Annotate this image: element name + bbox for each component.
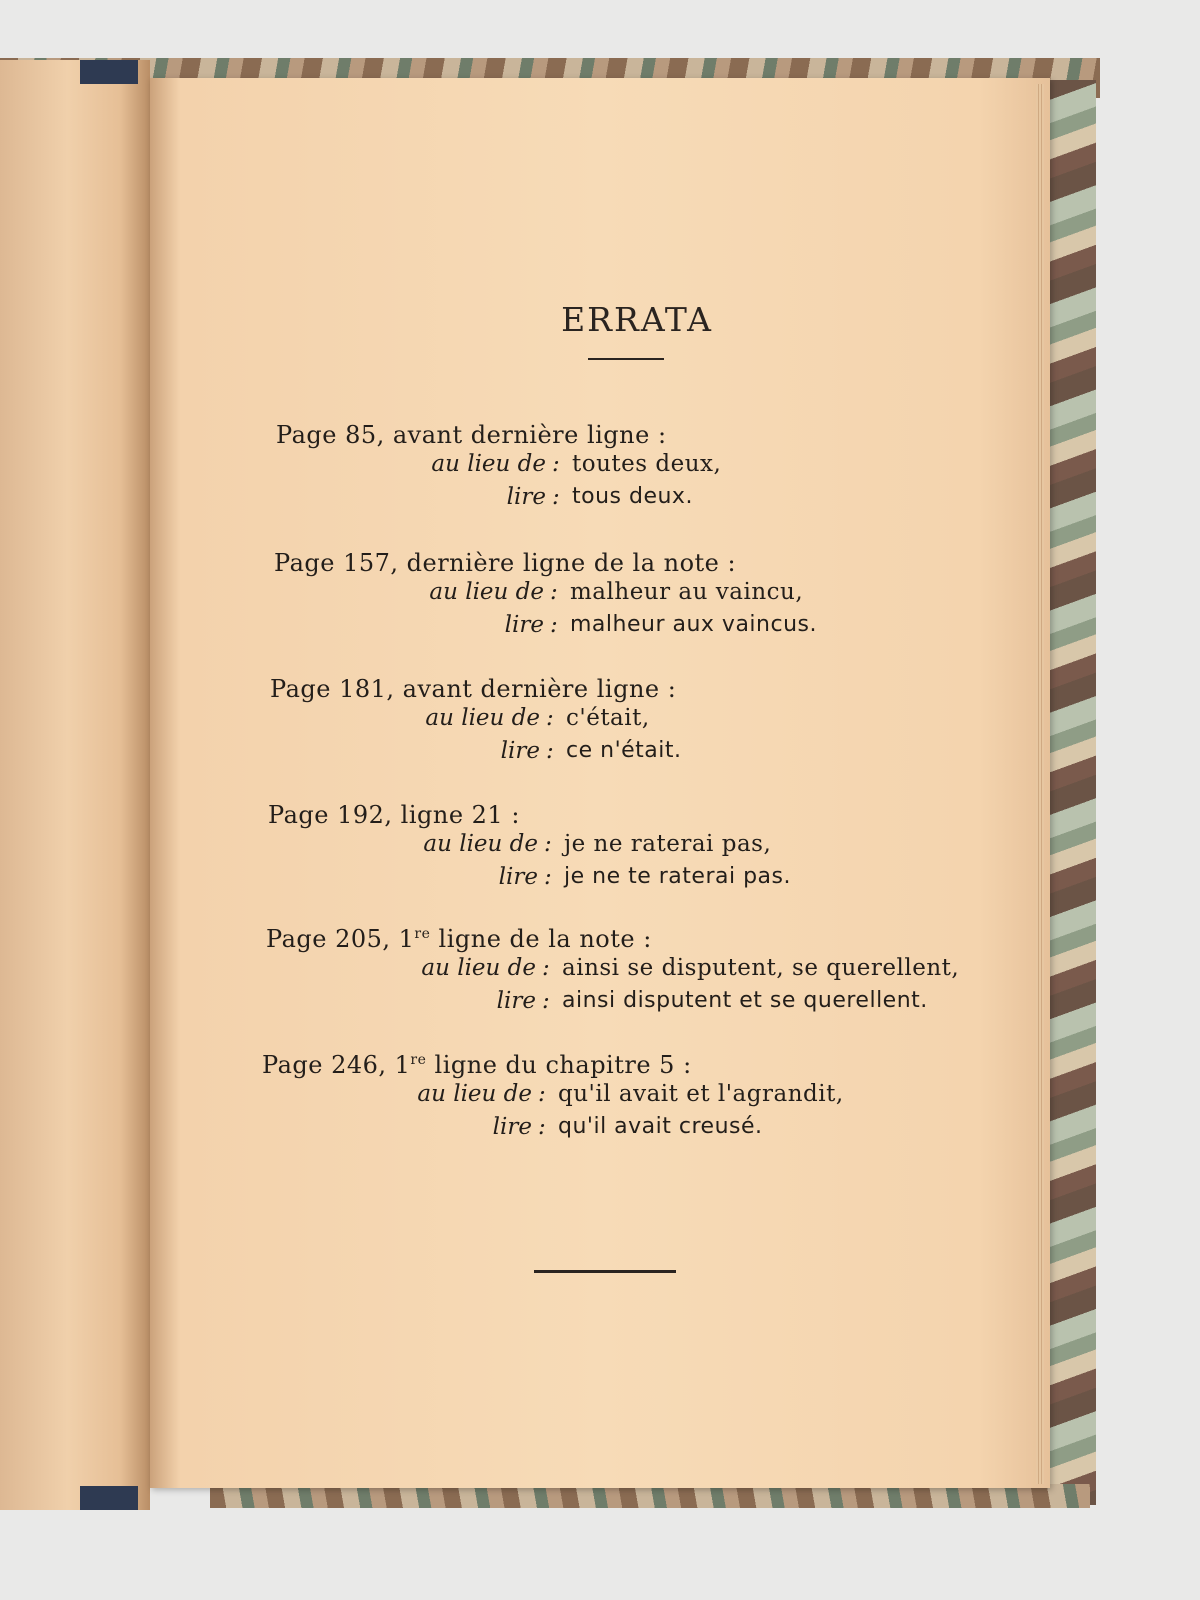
corrected-text: tous deux. (572, 484, 693, 509)
au-lieu-de-label: au lieu de (421, 955, 536, 981)
colon: : (546, 738, 554, 764)
corrected-text: ainsi disputent et se querellent. (562, 988, 928, 1013)
errata-entry (268, 794, 968, 897)
entry-heading: Page 205, 1re ligne de la note : (266, 925, 652, 953)
errata-entry (270, 668, 970, 771)
au-lieu-de-line (276, 451, 976, 484)
original-text: qu'il avait et l'agrandit, (558, 1081, 844, 1107)
au-lieu-de-label: au lieu de (417, 1081, 532, 1107)
lire-line (262, 1114, 962, 1147)
lire-label: lire (496, 988, 536, 1014)
errata-entry (276, 414, 976, 517)
lire-label: lire (506, 484, 546, 510)
colon: : (544, 864, 552, 890)
lire-line (268, 864, 968, 897)
original-text: c'était, (566, 705, 650, 731)
corrected-text: je ne te raterai pas. (564, 864, 791, 889)
corrected-text: malheur aux vaincus. (570, 612, 817, 637)
spine-cloth-top (80, 60, 138, 84)
colon: : (542, 988, 550, 1014)
au-lieu-de-line (268, 831, 968, 864)
au-lieu-de-line (274, 579, 974, 612)
entry-heading: Page 157, dernière ligne de la note : (274, 549, 737, 577)
entry-heading: Page 85, avant dernière ligne : (276, 421, 667, 449)
errata-page (150, 78, 1050, 1488)
entry-heading: Page 192, ligne 21 : (268, 801, 520, 829)
errata-entry (266, 918, 966, 1021)
original-text: ainsi se disputent, se querellent, (562, 955, 960, 981)
spine-cloth-bottom (80, 1486, 138, 1510)
au-lieu-de-label: au lieu de (423, 831, 538, 857)
entry-heading: Page 181, avant dernière ligne : (270, 675, 677, 703)
colon: : (544, 831, 552, 857)
au-lieu-de-line (266, 955, 966, 988)
lire-label: lire (504, 612, 544, 638)
corrected-text: qu'il avait creusé. (558, 1114, 763, 1139)
errata-entry (274, 542, 974, 645)
colon: : (550, 579, 558, 605)
left-endpaper (0, 60, 150, 1510)
lire-label: lire (500, 738, 540, 764)
au-lieu-de-line (270, 705, 970, 738)
au-lieu-de-label: au lieu de (429, 579, 544, 605)
page-title: ERRATA (561, 300, 713, 339)
original-text: malheur au vaincu, (570, 579, 804, 605)
au-lieu-de-line (262, 1081, 962, 1114)
original-text: je ne raterai pas, (564, 831, 772, 857)
page-edges (1036, 84, 1044, 1484)
title-rule (588, 358, 664, 360)
colon: : (538, 1081, 546, 1107)
colon: : (546, 705, 554, 731)
lire-label: lire (492, 1114, 532, 1140)
entry-heading: Page 246, 1re ligne du chapitre 5 : (262, 1051, 692, 1079)
colon: : (552, 451, 560, 477)
colon: : (538, 1114, 546, 1140)
lire-line (270, 738, 970, 771)
colon: : (542, 955, 550, 981)
au-lieu-de-label: au lieu de (425, 705, 540, 731)
colon: : (552, 484, 560, 510)
colon: : (550, 612, 558, 638)
closing-rule (534, 1270, 676, 1273)
lire-line (274, 612, 974, 645)
errata-entry (262, 1044, 962, 1147)
lire-line (276, 484, 976, 517)
original-text: toutes deux, (572, 451, 722, 477)
au-lieu-de-label: au lieu de (431, 451, 546, 477)
lire-label: lire (498, 864, 538, 890)
lire-line (266, 988, 966, 1021)
corrected-text: ce n'était. (566, 738, 682, 763)
